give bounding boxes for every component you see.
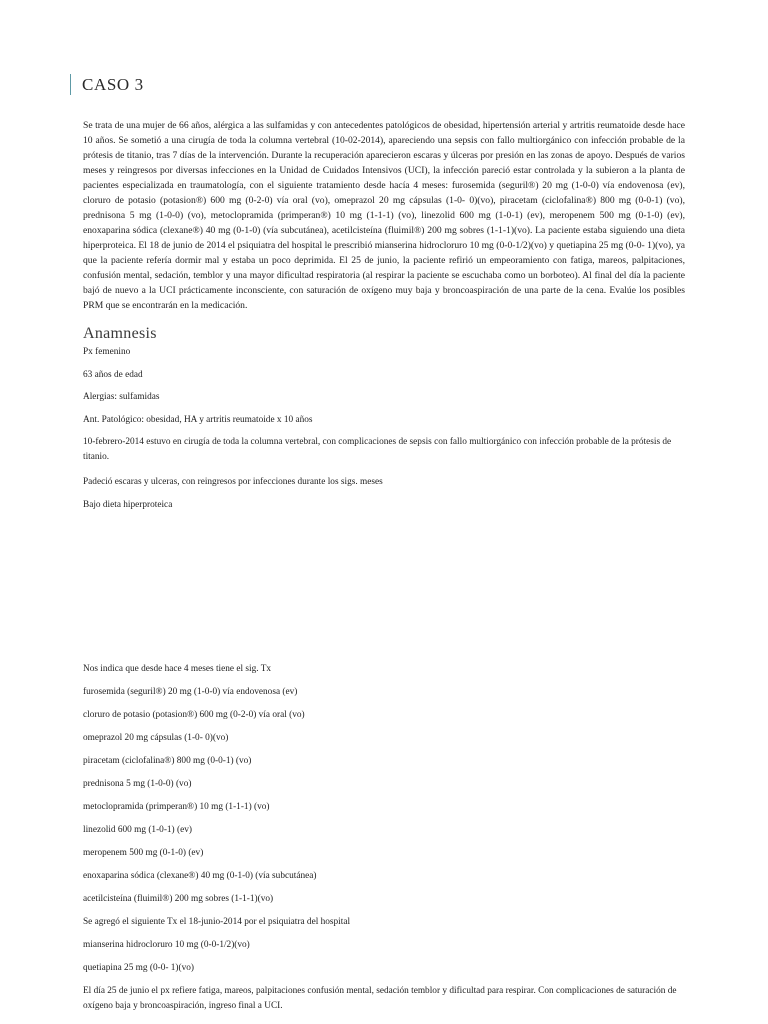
anamnesis-heading: Anamnesis [83, 325, 157, 342]
anamnesis-allergies: Alergias: sulfamidas [83, 392, 160, 402]
psych-treatment-item: quetiapina 25 mg (0-0- 1)(vo) [83, 963, 195, 973]
psych-treatment-intro: Se agregó el siguiente Tx el 18-junio-2014 por el psiquiatra del hospital [83, 917, 351, 927]
case-title: CASO 3 [82, 74, 144, 94]
treatment-item: prednisona 5 mg (1-0-0) (vo) [83, 779, 192, 789]
treatment-item: cloruro de potasio (potasion®) 600 mg (0-2-0) vía oral (vo) [83, 710, 305, 720]
treatment-item: piracetam (ciclofalina®) 800 mg (0-0-1) (vo) [83, 756, 252, 766]
treatment-intro: Nos indica que desde hace 4 meses tiene el sig. Tx [83, 664, 272, 674]
anamnesis-diet: Bajo dieta hiperproteica [83, 500, 173, 510]
treatment-item: omeprazol 20 mg cápsulas (1-0- 0)(vo) [83, 733, 229, 743]
anamnesis-pathologic-history: Ant. Patológico: obesidad, HA y artritis reumatoide x 10 años [83, 415, 313, 425]
treatment-item: linezolid 600 mg (1-0-1) (ev) [83, 825, 192, 835]
treatment-item: furosemida (seguril®) 20 mg (1-0-0) vía endovenosa (ev) [83, 687, 298, 697]
anamnesis-ulcers: Padeció escaras y ulceras, con reingresos por infecciones durante los sigs. meses [83, 477, 383, 487]
treatment-item: metoclopramida (primperan®) 10 mg (1-1-1) (vo) [83, 802, 270, 812]
accent-bar [70, 74, 71, 95]
case-header [70, 73, 144, 95]
psych-treatment-item: mianserina hidrocloruro 10 mg (0-0-1/2)(vo) [83, 940, 250, 950]
treatment-item: meropenem 500 mg (0-1-0) (ev) [83, 848, 204, 858]
outcome-paragraph: El día 25 de junio el px refiere fatiga, mareos, palpitaciones confusión mental, sedación temblor y dificultad para respirar. Con complicaciones de saturación de oxígeno baja y broncoaspiración, ingreso final a UCI. [83, 986, 677, 1011]
treatment-item: enoxaparina sódica (clexane®) 40 mg (0-1-0) (vía subcutánea) [83, 871, 317, 881]
anamnesis-surgery: 10-febrero-2014 estuvo en cirugía de toda la columna vertebral, con complicaciones de sepsis con fallo multiorgánico con infección probable de la prótesis de titanio. [83, 437, 672, 462]
case-description-paragraph: Se trata de una mujer de 66 años, alérgica a las sulfamidas y con antecedentes patológicos de obesidad, hipertensión arterial y artritis reumatoide desde hace 10 años. Se sometió a una cirugía de toda la columna vertebral (10-02-2014), apareciendo una sepsis con fallo multiorgánico con infección probable de la prótesis de titanio, tras 7 días de la intervención. Durante la recuperación aparecieron escaras y úlceras por presión en las zonas de apoyo. Después de varios meses y reingresos por diversas infecciones en la Unidad de Cuidados Intensivos (UCI), la infección pareció estar controlada y la subieron a la planta de pacientes especializada en traumatología, con el siguiente tratamiento desde hacía 4 meses: furosemida (seguril®) 20 mg (1-0-0) vía endovenosa (ev), cloruro de potasio (potasion®) 600 mg (0-2-0) vía oral (vo), omeprazol 20 mg cápsulas (1-0- 0)(vo), piracetam (ciclofalina®) 800 mg (0-0-1) (vo), prednisona 5 mg (1-0-0) (vo), metoclopramida (primperan®) 10 mg (1-1-1) (vo), linezolid 600 mg (1-0-1) (ev), meropenem 500 mg (0-1-0) (ev), enoxaparina sódica (clexane®) 40 mg (0-1-0) (vía subcutánea), acetilcisteína (fluimil®) 200 mg sobres (1-1-1)(vo). La paciente estaba siguiendo una dieta hiperproteica. El 18 de junio de 2014 el psiquiatra del hospital le prescribió mianserina hidrocloruro 10 mg (0-0-1/2)(vo) y quetiapina 25 mg (0-0- 1)(vo), ya que la paciente refería dormir mal y estaba un poco deprimida. El 25 de junio, la paciente refirió un empeoramiento con fatiga, mareos, palpitaciones, confusión mental, sedación, temblor y una mayor dificultad respiratoria (al respirar la paciente se escuchaba como un borboteo). Al final del día la paciente bajó de nuevo a la UCI prácticamente inconsciente, con saturación de oxígeno muy baja y broncoaspiración de una parte de la cena. Evalúe los posibles PRM que se encontrarán en la medicación. [83, 120, 685, 311]
treatment-item: acetilcisteína (fluimil®) 200 mg sobres (1-1-1)(vo) [83, 894, 274, 904]
anamnesis-age: 63 años de edad [83, 370, 143, 380]
anamnesis-sex: Px femenino [83, 347, 131, 357]
